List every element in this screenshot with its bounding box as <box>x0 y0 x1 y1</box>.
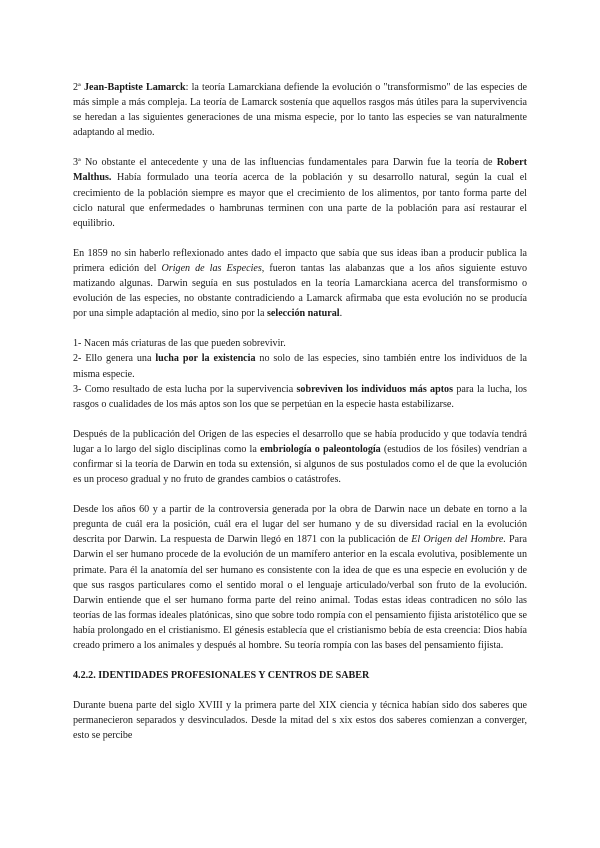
name-malthus: Robert Malthus. <box>73 157 527 184</box>
paragraph-origen-especies <box>73 246 527 321</box>
paragraph-text: Había formulado una teoría acerca de la población y su desarrollo natural, según la cual el crecimiento de la población siempre es mayor que el crecimiento de los alimentos, por tanto forma parte del ciclo natural que enfermedades o hambrunas terminen con una parte de la población para así restaurar el equilibrio. <box>73 172 527 229</box>
term-lucha-existencia: lucha por la existencia <box>155 353 256 365</box>
paragraph-text: : la teoría Lamarckiana defiende la evolución o "transformismo" de las especies de más simple a más compleja. La teoría de Lamarck sostenía que aquellos rasgos más útiles para la supervivencia se heredan a las siguientes generaciones de una misma especie, por lo tanto las especies se van naturalmente adaptando al medio. <box>73 82 527 139</box>
term-embriologia: embriología o paleontología <box>259 443 381 455</box>
paragraph-text: Para Darwin el ser humano procede de la evolución de un mamífero anterior en la escala evolutiva, posiblemente un primate. Para él la anatomía del ser humano es consistente con la idea de que es una especie en evolución y de que sus rasgos particulares como el sentido moral o el lenguaje articulado/verbal son fruto de la evolución. Darwin entiende que el ser humano forma parte del reino animal. Todas estas ideas contradicen no sólo las teorías de las formas ideales platónicas, sino que sobre todo rompía con el pensamiento fijista aristotélico que se había prolongado en el cristianismo. El génesis establecía que el cristianismo bebía de esta creencia: Dios había creado primero a los animales y después al hombre. Su teoría rompía con las bases del pensamiento fijista. <box>73 534 527 651</box>
paragraph-lead: 2ª <box>73 82 84 93</box>
numbered-list <box>73 336 527 411</box>
list-item-text: para la lucha, los rasgos o cualidades de los más aptos son los que se perpetúan en la especie hasta estabilizarse. <box>73 383 527 410</box>
list-item-text: 3- Como resultado de esta lucha por la supervivencia <box>73 383 297 395</box>
paragraph-text: Desde los años 60 y a partir de la controversia generada por la obra de Darwin nace un debate en torno a la pregunta de cuál era la posición, cuál era el lugar del ser humano y de su diversidad racial en la evolución descrita por Darwin. La respuesta de Darwin llegó en 1871 con la publicación de <box>73 504 527 546</box>
term-sobreviven-aptos: sobreviven los individuos más aptos <box>296 383 454 395</box>
book-title-origen-hombre: El Origen del Hombre. <box>411 534 506 546</box>
paragraph-identidades: Durante buena parte del siglo XVIII y la primera parte del XIX ciencia y técnica habían sido dos saberes que permanecieron separados y desvinculados. Desde la mitad del s xix estos dos saberes comienzan a converger, esto se percibe <box>73 700 527 742</box>
paragraph-lead: 3ª No obstante el antecedente y una de las influencias fundamentales para Darwin fue la teoría de <box>73 157 497 169</box>
list-item <box>73 382 527 412</box>
list-item-text: 2- Ello genera una <box>73 353 156 365</box>
paragraph-text: fueron tantas las alabanzas que a los años siguiente estuvo matizando algunas. Darwin seguía en sus postulados en la teoría Lamarckiana acerca del transformismo o evolución de las especies, no obstante contradiciendo a Lamarck afirmaba que esta evolución no se producía por una simple adaptación al medio, sino por la <box>73 262 527 320</box>
name-lamarck: Jean-Baptiste Lamarck <box>83 82 186 93</box>
paragraph-text: (estudios de los fósiles) vendrían a confirmar si la teoría de Darwin en toda su extensión, si algunos de sus postulados como el de que la evolución es un proceso gradual y no fruto de grandes cambios o catástrofes. <box>73 443 527 486</box>
section-heading: 4.2.2. IDENTIDADES PROFESIONALES Y CENTROS DE SABER <box>73 670 370 682</box>
list-item <box>73 351 527 381</box>
paragraph-lamarck <box>73 80 527 140</box>
paragraph-origen-hombre <box>73 502 527 653</box>
paragraph-malthus <box>73 155 527 230</box>
book-title-origen-especies: Origen de las Especies, <box>161 262 265 274</box>
paragraph-text: . <box>339 308 343 320</box>
term-seleccion-natural: selección natural <box>266 308 340 320</box>
list-item-text: no solo de las especies, sino también entre los individuos de la misma especie. <box>73 353 528 380</box>
paragraph-text: En 1859 no sin haberlo reflexionado antes dado el impacto que sabía que sus ideas iban a producir publica la primera edición del <box>73 247 527 274</box>
paragraph-embriologia <box>73 427 527 487</box>
list-item: 1- Nacen más criaturas de las que pueden sobrevivir. <box>73 338 286 350</box>
paragraph-text: Después de la publicación del Origen de las especies el desarrollo que se había producido y que todavía tendrá lugar a lo largo del siglo disciplinas como la <box>73 428 527 455</box>
